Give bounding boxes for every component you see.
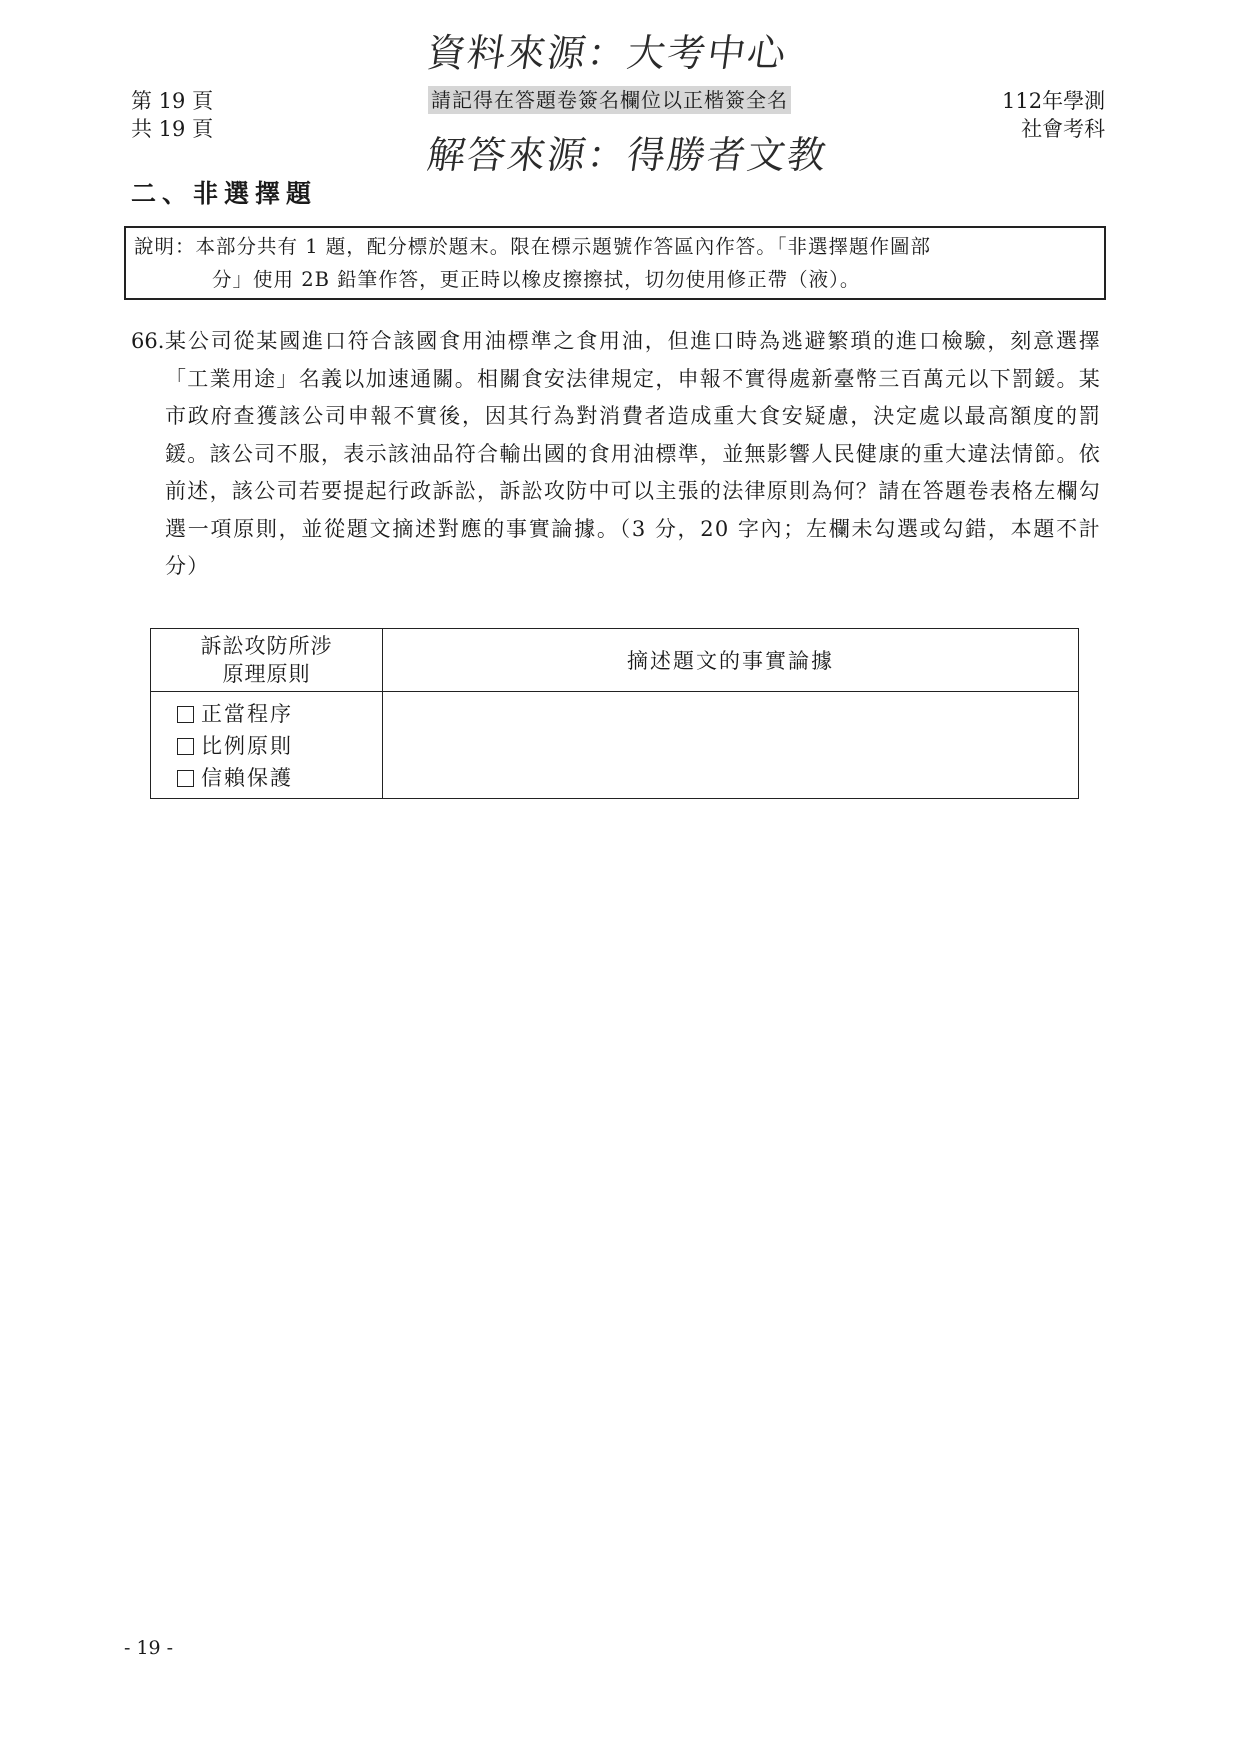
checkbox-icon[interactable] (177, 738, 194, 755)
option-label: 正當程序 (201, 702, 293, 726)
signature-notice: 請記得在答題卷簽名欄位以正楷簽全名 (428, 86, 791, 114)
question-number: 66. (131, 329, 165, 353)
checkbox-icon[interactable] (177, 770, 194, 787)
option-label: 比例原則 (201, 734, 293, 758)
exam-info (1002, 87, 1105, 143)
question-66 (131, 323, 1101, 586)
instructions-box (124, 226, 1106, 300)
answer-table (150, 628, 1079, 799)
exam-subject: 社會考科 (1021, 117, 1106, 141)
handwritten-source-answer: 解答來源：得勝者文教 (424, 133, 831, 177)
option-legitimate-expectation[interactable] (177, 762, 382, 794)
principle-header-line-1: 訴訟攻防所涉 (200, 634, 333, 658)
facts-answer-cell[interactable] (383, 692, 1079, 799)
handwritten-source-data: 資料來源：大考中心 (424, 31, 791, 75)
footer-page-number: - 19 - (124, 1637, 174, 1659)
principle-header-line-2: 原理原則 (222, 662, 311, 686)
principle-options-cell (151, 692, 383, 799)
total-pages-label: 共 19 頁 (131, 117, 214, 141)
instructions-line-2: 分」使用 2B 鉛筆作答，更正時以橡皮擦擦拭，切勿使用修正帶（液）。 (212, 268, 861, 291)
principle-column-header (151, 629, 383, 692)
section-title: 二、非選擇題 (131, 179, 318, 208)
exam-name: 112年學測 (1002, 89, 1106, 113)
page-number-label: 第 19 頁 (131, 89, 214, 113)
page-info (131, 87, 213, 143)
option-proportionality[interactable] (177, 730, 382, 762)
question-text: 某公司從某國進口符合該國食用油標準之食用油，但進口時為逃避繁瑣的進口檢驗，刻意選擇「工業用途」名義以加速通關。相關食安法律規定，申報不實得處新臺幣三百萬元以下罰鍰。某市政府查獲該公司申報不實後，因其行為對消費者造成重大食安疑慮，決定處以最高額度的罰鍰。該公司不服，表示該油品符合輸出國的食用油標準，並無影響人民健康的重大違法情節。依前述，該公司若要提起行政訴訟，訴訟攻防中可以主張的法律原則為何？請在答題卷表格左欄勾選一項原則，並從題文摘述對應的事實論據。（3 分，20 字內；左欄未勾選或勾錯，本題不計分） (165, 329, 1101, 578)
instructions-line-1: 說明：本部分共有 1 題，配分標於題末。限在標示題號作答區內作答。「非選擇題作圖部 (134, 235, 932, 258)
checkbox-icon[interactable] (177, 706, 194, 723)
option-label: 信賴保護 (201, 766, 293, 790)
answer-table-header-row (151, 629, 1079, 692)
answer-table-body-row (151, 692, 1079, 799)
option-due-process[interactable] (177, 698, 382, 730)
facts-column-header: 摘述題文的事實論據 (383, 629, 1079, 692)
